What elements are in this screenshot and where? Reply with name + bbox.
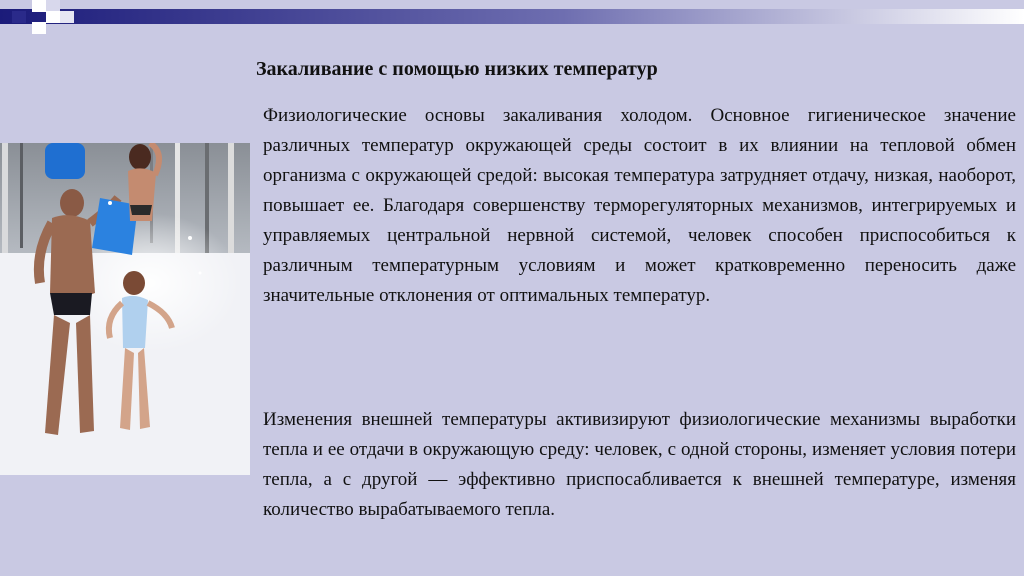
paragraph-physiological-basis: Физиологические основы закаливания холодом. Основное гигиеническое значение различных температур окружающей среды состоит в их влиянии на тепловой обмен организма с окружающей средой: высокая температура затрудняет отдачу, низкая, наоборот, повышает ее. Благодаря совершенству терморегуляторных механизмов, интегрируемых и управляемых центральной нервной системой, человек способен приспособиться к различным температурным условиям и может кратковременно переносить даже значительные отклонения от оптимальных температур.	[263, 105, 1016, 306]
paragraph-temperature-changes: Изменения внешней температуры активизируют физиологические механизмы выработки тепла и ее отдачи в окружающую среду: человек, с одной стороны, изменяет условия потери тепла, а с другой — эффективно приспосабливается к внешней температуре, изменяя количество вырабатываемого тепла.	[263, 409, 1016, 520]
winter-hardening-photo	[0, 143, 250, 475]
slide-title: Закаливание с помощью низких температур	[256, 58, 658, 80]
header-decoration	[0, 0, 1024, 48]
